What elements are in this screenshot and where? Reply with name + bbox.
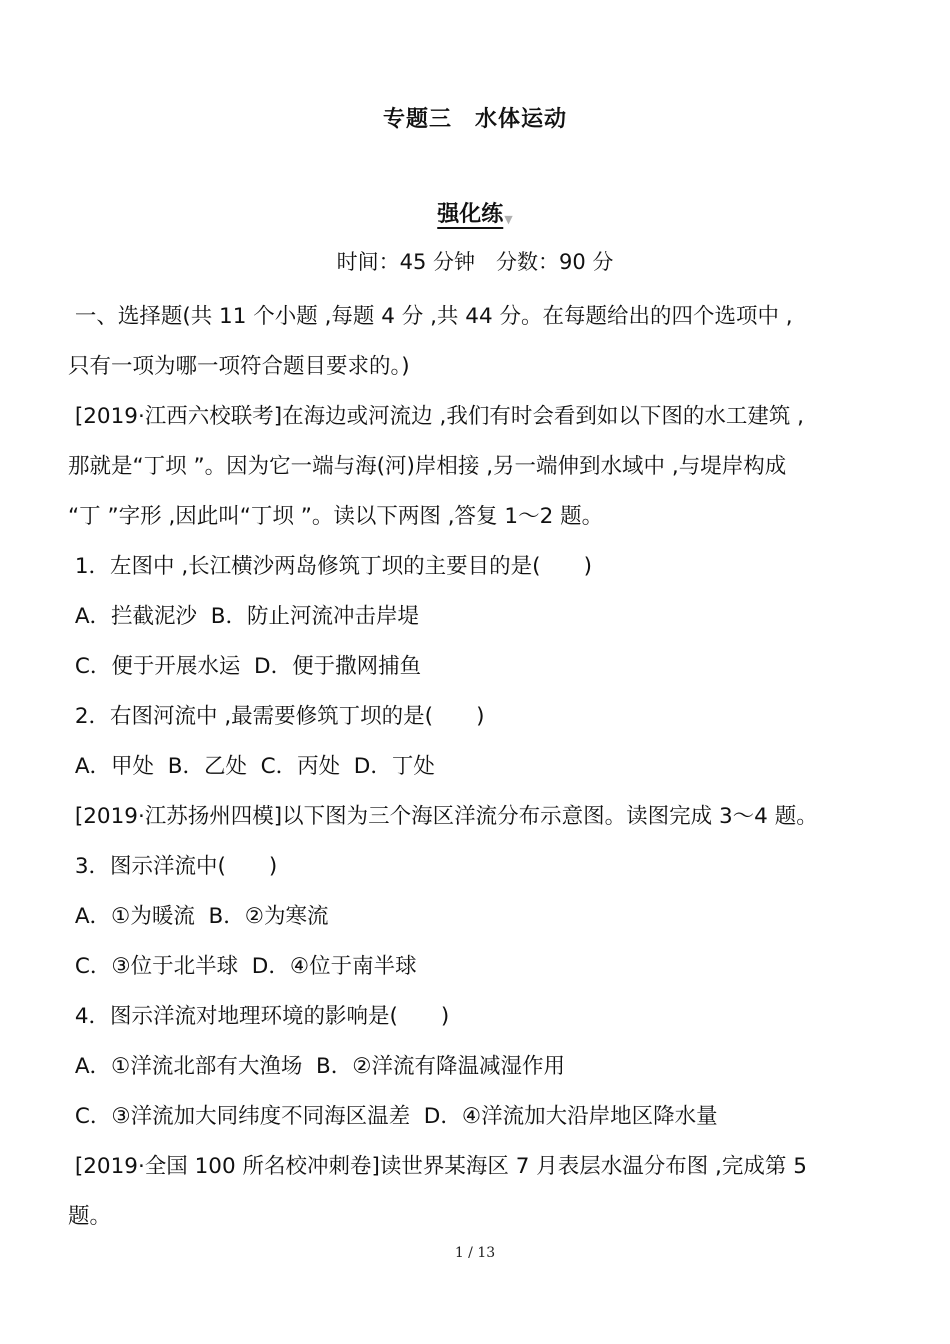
- question-1-options-ab: A．拦截泥沙 B．防止河流冲击岸堤: [68, 604, 419, 629]
- question-2: 2．右图河流中 ,最需要修筑丁坝的是( ): [68, 704, 485, 729]
- question-1: 1．左图中 ,长江横沙两岛修筑丁坝的主要目的是( ): [68, 554, 592, 579]
- body-line: [2019·全国 100 所名校冲刺卷]读世界某海区 7 月表层水温分布图 ,完成第 5: [68, 1154, 807, 1179]
- body-line: 一、选择题(共 11 个小题 ,每题 4 分 ,共 44 分。在每题给出的四个选项中 ,: [68, 304, 793, 329]
- body-line: [2019·江苏扬州四模]以下图为三个海区洋流分布示意图。读图完成 3～4 题。: [68, 804, 818, 829]
- question-4: 4．图示洋流对地理环境的影响是( ): [68, 1004, 450, 1029]
- question-4-options-ab: A．①洋流北部有大渔场 B．②洋流有降温减湿作用: [68, 1054, 566, 1079]
- dropdown-marker-icon: ▼: [504, 213, 513, 226]
- body-line: 那就是“丁坝 ”。因为它一端与海(河)岸相接 ,另一端伸到水域中 ,与堤岸构成: [68, 454, 787, 479]
- page-title: 专题三 水体运动: [382, 107, 567, 132]
- section-subtitle: 强化练: [437, 202, 504, 227]
- question-2-options: A．甲处 B．乙处 C．丙处 D．丁处: [68, 754, 435, 779]
- question-4-options-cd: C．③洋流加大同纬度不同海区温差 D．④洋流加大沿岸地区降水量: [68, 1104, 718, 1129]
- page-number: 1 / 13: [454, 1245, 496, 1261]
- question-3-options-cd: C．③位于北半球 D．④位于南半球: [68, 954, 417, 979]
- question-body: [68, 292, 898, 1242]
- body-line: 只有一项为哪一项符合题目要求的。): [68, 354, 410, 379]
- question-3: 3．图示洋流中( ): [68, 854, 278, 879]
- subtitle-row: [0, 197, 950, 228]
- body-line: 题。: [68, 1204, 112, 1229]
- body-line: [2019·江西六校联考]在海边或河流边 ,我们有时会看到如以下图的水工建筑 ,: [68, 404, 805, 429]
- exam-meta: 时间：45 分钟 分数：90 分: [336, 250, 614, 274]
- body-line: “丁 ”字形 ,因此叫“丁坝 ”。读以下两图 ,答复 1～2 题。: [68, 504, 604, 529]
- question-1-options-cd: C．便于开展水运 D．便于撒网捕鱼: [68, 654, 422, 679]
- question-3-options-ab: A．①为暖流 B．②为寒流: [68, 904, 329, 929]
